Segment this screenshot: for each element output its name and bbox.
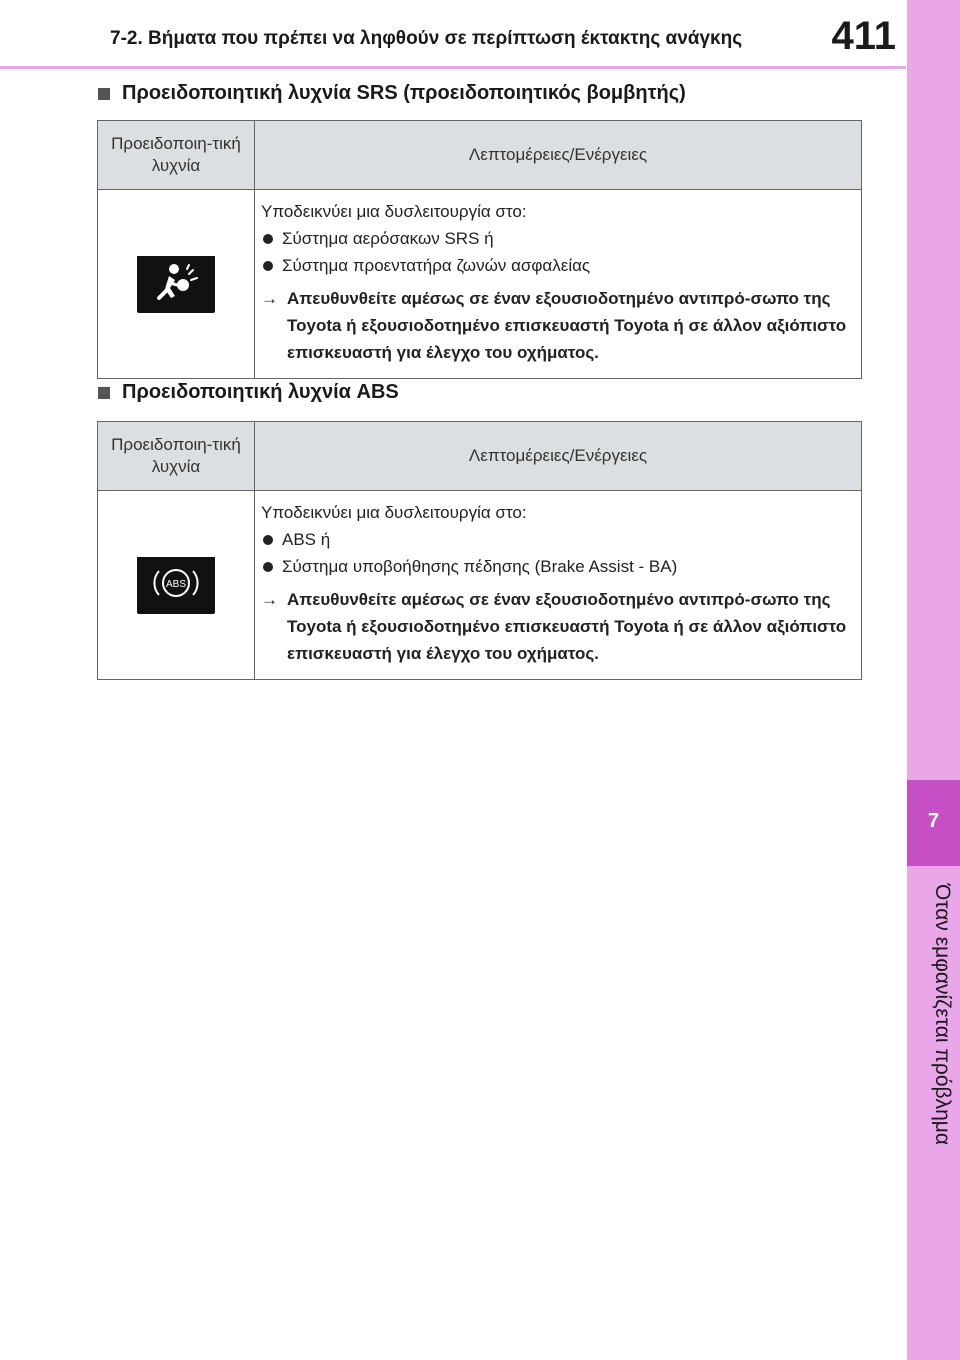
bullet-icon [263,234,273,244]
warning-light-cell [98,491,255,680]
action-instruction: → Απευθυνθείτε αμέσως σε έναν εξουσιοδοτημένο αντιπρό-σωπο της Toyota ή εξουσιοδοτημένο επισκευαστή Toyota ή σε άλλον αξιόπιστο επισκευαστή για έλεγχο του οχήματος. [261,586,851,667]
details-cell [255,190,862,379]
column-header-details: Λεπτομέρειες/Ενέργειες [255,422,862,491]
bullet-icon [263,261,273,271]
arrow-right-icon: → [261,590,278,609]
details-cell [255,491,862,680]
abs-heading-text: Προειδοποιητική λυχνία ABS [122,381,399,403]
list-item: Σύστημα υποβοήθησης πέδησης (Brake Assist - BA) [261,553,851,580]
section-title: 7-2. Βήματα που πρέπει να ληφθούν σε περίπτωση έκτακτης ανάγκης [110,28,743,49]
page-header [0,0,906,69]
chapter-number: 7 [927,810,940,832]
warning-light-cell [98,190,255,379]
chapter-title: Όταν εμφανίζεται πρόβλημα [931,884,954,1145]
abs-icon-label: ABS [165,578,187,590]
abs-section-heading [98,381,399,404]
intro-text: Υποδεικνύει μια δυσλειτουργία στο: [261,503,527,522]
column-header-details: Λεπτομέρειες/Ενέργειες [255,121,862,190]
table-row [98,491,862,680]
intro-text: Υποδεικνύει μια δυσλειτουργία στο: [261,202,527,221]
square-bullet-icon [98,387,110,399]
abs-warning-table [97,421,862,680]
bullet-icon [263,562,273,572]
list-item: Σύστημα προεντατήρα ζωνών ασφαλείας [261,252,851,279]
table-header-row [98,422,862,491]
list-item: ABS ή [261,526,851,553]
arrow-right-icon: → [261,289,278,308]
column-header-light: Προειδοποιη-τική λυχνία [98,121,255,190]
srs-warning-table [97,120,862,379]
table-row [98,190,862,379]
srs-section-heading [98,82,686,105]
airbag-warning-icon [137,256,215,313]
abs-warning-icon [137,557,215,614]
srs-heading-text: Προειδοποιητική λυχνία SRS (προειδοποιητικός βομβητής) [122,82,686,104]
column-header-light: Προειδοποιη-τική λυχνία [98,422,255,491]
list-item: Σύστημα αερόσακων SRS ή [261,225,851,252]
square-bullet-icon [98,88,110,100]
bullet-icon [263,535,273,545]
action-instruction: → Απευθυνθείτε αμέσως σε έναν εξουσιοδοτημένο αντιπρό-σωπο της Toyota ή εξουσιοδοτημένο επισκευαστή Toyota ή σε άλλον αξιόπιστο επισκευαστή για έλεγχο του οχήματος. [261,285,851,366]
table-header-row [98,121,862,190]
page-number: 411 [831,14,896,58]
